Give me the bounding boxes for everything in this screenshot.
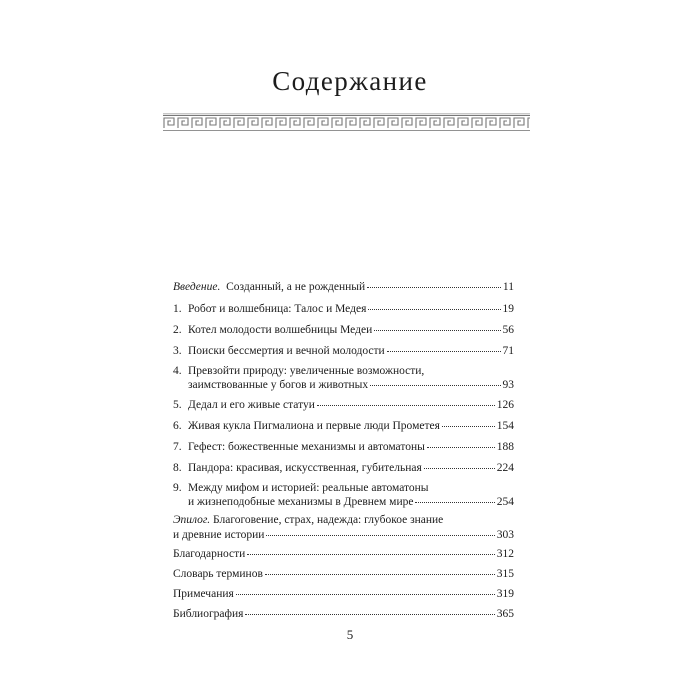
toc-entry-chapter-4-line-2[interactable] <box>173 378 514 392</box>
toc-entry-chapter-9-line-1[interactable] <box>173 481 514 495</box>
dot-leader <box>424 467 495 469</box>
dot-leader <box>265 573 495 575</box>
dot-leader <box>317 404 495 406</box>
toc-page: 126 <box>496 399 514 411</box>
toc-page: 19 <box>502 303 514 315</box>
toc-title: Дедал и его живые статуи <box>188 399 315 411</box>
toc-title: Гефест: божественные механизмы и автоматоны <box>188 441 425 453</box>
dot-leader <box>442 425 495 427</box>
toc-entry-introduction[interactable] <box>173 280 514 294</box>
toc-number: 7. <box>173 441 182 453</box>
toc-entry-chapter-9-line-2[interactable] <box>173 495 514 509</box>
dot-leader <box>368 308 500 310</box>
dot-leader <box>387 350 501 352</box>
toc-title: Благодарности <box>173 548 246 560</box>
dot-leader <box>367 286 501 288</box>
toc-entry-epilogue-line-2[interactable] <box>173 528 514 542</box>
toc-page: 71 <box>502 345 514 357</box>
toc-page: 303 <box>496 529 514 541</box>
toc-title: Библиография <box>173 608 244 620</box>
toc-entry-notes[interactable] <box>173 587 514 601</box>
dot-leader <box>370 384 500 386</box>
toc-number: 4. <box>173 365 182 377</box>
toc-number: 6. <box>173 420 182 432</box>
toc-page: 224 <box>496 462 514 474</box>
toc-entry-acknowledgments[interactable] <box>173 547 514 561</box>
toc-entry-chapter-5[interactable] <box>173 398 514 412</box>
toc-title: и древние истории <box>173 529 265 541</box>
dot-leader <box>415 501 494 503</box>
toc-page: 365 <box>496 608 514 620</box>
dot-leader <box>236 593 495 595</box>
toc-title: и жизнеподобные механизмы в Древнем мире <box>188 496 414 508</box>
page-number: 5 <box>346 627 354 642</box>
toc-title: Поиски бессмертия и вечной молодости <box>188 345 385 357</box>
toc-prefix: Эпилог. <box>173 514 211 526</box>
toc-page: 319 <box>496 588 514 600</box>
toc-page: 188 <box>496 441 514 453</box>
toc-entry-chapter-7[interactable] <box>173 440 514 454</box>
toc-title: Благоговение, страх, надежда: глубокое знание <box>213 514 444 526</box>
dot-leader <box>247 553 494 555</box>
toc-page: 11 <box>502 281 514 293</box>
toc-entry-epilogue-line-1[interactable] <box>173 513 514 527</box>
toc-entry-bibliography[interactable] <box>173 607 514 621</box>
toc-page: 315 <box>496 568 514 580</box>
toc-entry-chapter-8[interactable] <box>173 461 514 475</box>
toc-title: Примечания <box>173 588 234 600</box>
toc-page: 312 <box>496 548 514 560</box>
toc-entry-glossary[interactable] <box>173 567 514 581</box>
toc-number: 8. <box>173 462 182 474</box>
toc-entry-chapter-4-line-1[interactable] <box>173 364 514 378</box>
toc-title: Пандора: красивая, искусственная, губительная <box>188 462 422 474</box>
toc-entry-chapter-2[interactable] <box>173 323 514 337</box>
toc-number: 3. <box>173 345 182 357</box>
toc-entry-chapter-1[interactable] <box>173 302 514 316</box>
toc-title: Словарь терминов <box>173 568 263 580</box>
toc-page: 56 <box>502 324 514 336</box>
toc-title: Превзойти природу: увеличенные возможности, <box>188 365 425 377</box>
toc-page: 254 <box>496 496 514 508</box>
toc-entry-chapter-3[interactable] <box>173 344 514 358</box>
dot-leader <box>427 446 495 448</box>
page-title: Содержание <box>272 66 428 96</box>
dot-leader <box>374 329 500 331</box>
toc-title: Живая кукла Пигмалиона и первые люди Прометея <box>188 420 440 432</box>
toc-title: Котел молодости волшебницы Медеи <box>188 324 373 336</box>
dot-leader <box>245 613 494 615</box>
toc-number: 9. <box>173 482 182 494</box>
toc-number: 5. <box>173 399 182 411</box>
dot-leader <box>266 534 494 536</box>
toc-entry-chapter-6[interactable] <box>173 419 514 433</box>
toc-title: Робот и волшебница: Талос и Медея <box>188 303 367 315</box>
toc-page: 154 <box>496 420 514 432</box>
toc-number: 2. <box>173 324 182 336</box>
toc-title: Созданный, а не рожденный <box>226 281 366 293</box>
toc-prefix: Введение. <box>173 281 221 293</box>
toc-number: 1. <box>173 303 182 315</box>
toc-title: заимствованные у богов и животных <box>188 379 369 391</box>
toc-title: Между мифом и историей: реальные автоматоны <box>188 482 429 494</box>
toc-page: 93 <box>502 379 514 391</box>
